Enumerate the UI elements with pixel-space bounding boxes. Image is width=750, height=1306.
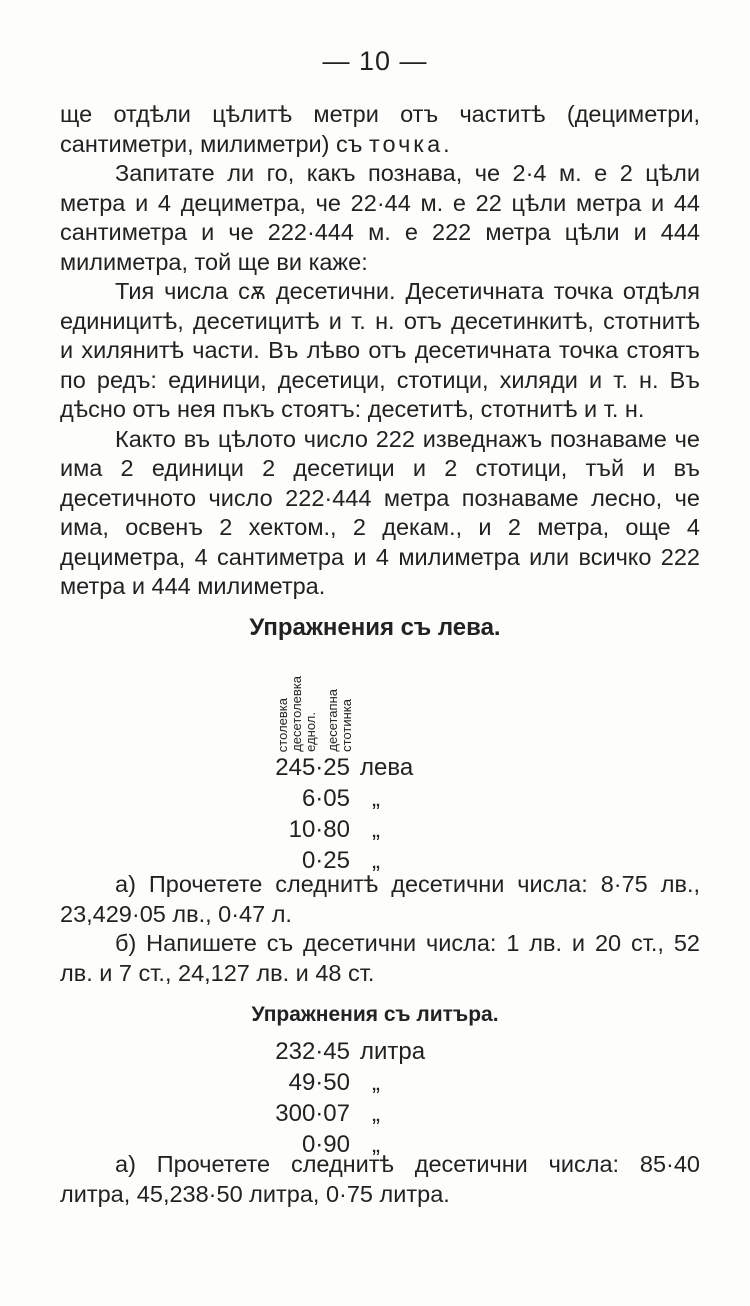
table-row bbox=[200, 783, 380, 814]
table-row bbox=[200, 1067, 380, 1098]
ditto-mark: „ bbox=[372, 1069, 380, 1096]
column-header: десетапна bbox=[325, 689, 340, 752]
amount: 232·45 bbox=[275, 1038, 350, 1065]
column-header: еднол. bbox=[303, 712, 318, 752]
paragraph-1-text: ще отдѣли цѣлитѣ метри отъ частитѣ (дециметри, сантиметри, милиметри) съ bbox=[60, 101, 700, 157]
exercise-a: а) Прочетете следнитѣ десетични числа: 8·75 лв., 23,429·05 лв., 0·47 л. bbox=[60, 871, 700, 927]
column-header: стотинка bbox=[339, 699, 354, 752]
column-header: столевка bbox=[275, 697, 290, 752]
litra-exercises bbox=[60, 1150, 700, 1209]
table-row bbox=[200, 1098, 380, 1129]
paragraph-2: Запитате ли го, какъ познава, че 2·4 м. е 2 цѣли метра и 4 дециметра, че 22·44 м. е 22 цѣли метра и 44 сантиметра и че 222·444 м. е 222 метра цѣли и 444 милиметра, той ще ви каже: bbox=[60, 160, 700, 275]
ditto-mark: „ bbox=[372, 1131, 380, 1158]
section-title-litra: Упражнения съ литъра. bbox=[251, 1003, 499, 1026]
litra-table bbox=[200, 1036, 426, 1160]
leva-exercises bbox=[60, 870, 700, 988]
spaced-word: точка. bbox=[369, 130, 453, 157]
amount: 0·90 bbox=[301, 1131, 350, 1158]
ditto-mark: „ bbox=[372, 785, 380, 812]
paragraph-1 bbox=[60, 100, 700, 159]
column-header: десетолевка bbox=[289, 676, 304, 752]
exercise-b: б) Напишете съ десетични числа: 1 лв. и 20 ст., 52 лв. и 7 ст., 24,127 лв. и 48 ст. bbox=[60, 930, 700, 986]
amount: 6·05 bbox=[301, 785, 350, 812]
table-row bbox=[200, 752, 414, 783]
paragraph-3: Тия числа сѫ десетични. Десетичната точка отдѣля единицитѣ, десетицитѣ и т. н. отъ десетинкитѣ, стотнитѣ и хилянитѣ части. Въ лѣво отъ десетичната точка стоятъ по редъ: единици, десетици, стотици, хиляди и т. н. Въ дѣсно отъ нея пъкъ стоятъ: десетитѣ, стотнитѣ и т. н. bbox=[60, 278, 700, 422]
column-headers bbox=[273, 648, 353, 752]
page-number: — 10 — bbox=[322, 46, 428, 76]
amount: 245·25 bbox=[275, 754, 350, 781]
unit-label: лева bbox=[360, 754, 414, 781]
amount: 0·25 bbox=[301, 847, 350, 874]
ditto-mark: „ bbox=[372, 847, 380, 874]
unit-label: литра bbox=[360, 1038, 426, 1065]
amount: 300·07 bbox=[275, 1100, 350, 1127]
amount: 49·50 bbox=[288, 1069, 350, 1096]
amount: 10·80 bbox=[288, 816, 350, 843]
ditto-mark: „ bbox=[372, 816, 380, 843]
body-text bbox=[60, 100, 700, 602]
table-row bbox=[200, 814, 380, 845]
leva-table bbox=[200, 752, 414, 876]
ditto-mark: „ bbox=[372, 1100, 380, 1127]
section-title-leva: Упражнения съ лева. bbox=[249, 614, 501, 641]
paragraph-4: Както въ цѣлото число 222 изведнажъ познаваме че има 2 единици 2 десетици и 2 стотици, тъй и въ десетичното число 222·444 метра познаваме лесно, че има, освенъ 2 хектом., 2 декам., и 2 метра, още 4 дециметра, 4 сантиметра и 4 милиметра или всичко 222 метра и 444 милиметра. bbox=[60, 425, 700, 599]
exercise-a: а) Прочетете следнитѣ десетични числа: 85·40 литра, 45,238·50 литра, 0·75 литра. bbox=[60, 1151, 700, 1207]
table-row bbox=[200, 1036, 426, 1067]
